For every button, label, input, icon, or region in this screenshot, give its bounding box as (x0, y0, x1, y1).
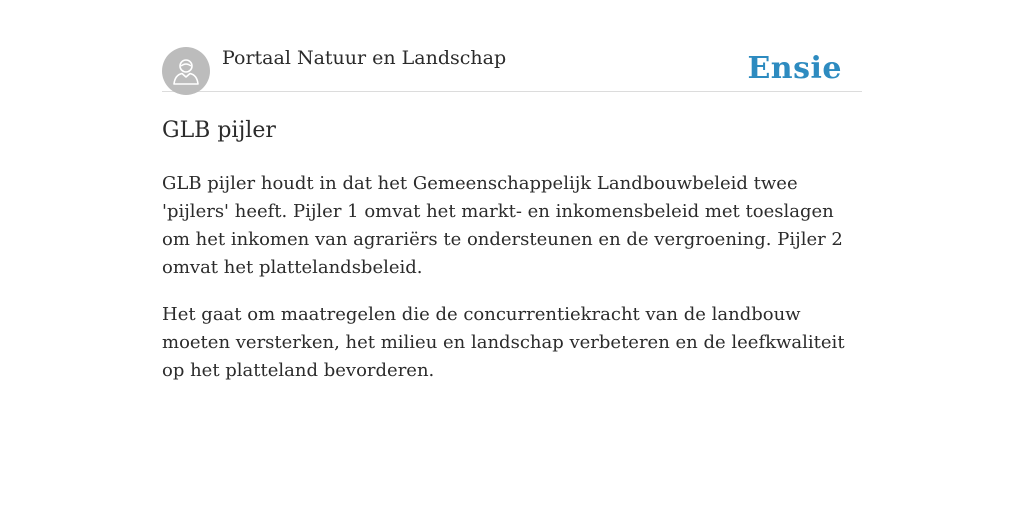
entry-card (162, 46, 862, 385)
author-name[interactable]: Portaal Natuur en Landschap (222, 47, 507, 69)
brand-logo[interactable]: Ensie (747, 51, 842, 86)
page-title: GLB pijler (162, 118, 276, 143)
avatar[interactable] (162, 47, 210, 95)
user-placeholder-icon (171, 56, 201, 86)
entry-header (162, 46, 862, 92)
article-paragraph: Het gaat om maatregelen die de concurrentiekracht van de landbouw moeten versterken, het milieu en landschap verbeteren en de leefkwaliteit op het platteland bevorderen. (162, 304, 845, 381)
article-paragraph: GLB pijler houdt in dat het Gemeenschappelijk Landbouwbeleid twee 'pijlers' heeft. Pijler 1 omvat het markt- en inkomensbeleid met toeslagen om het inkomen van agrariërs te ondersteunen en de vergroening. Pijler 2 omvat het plattelandsbeleid. (162, 173, 843, 278)
